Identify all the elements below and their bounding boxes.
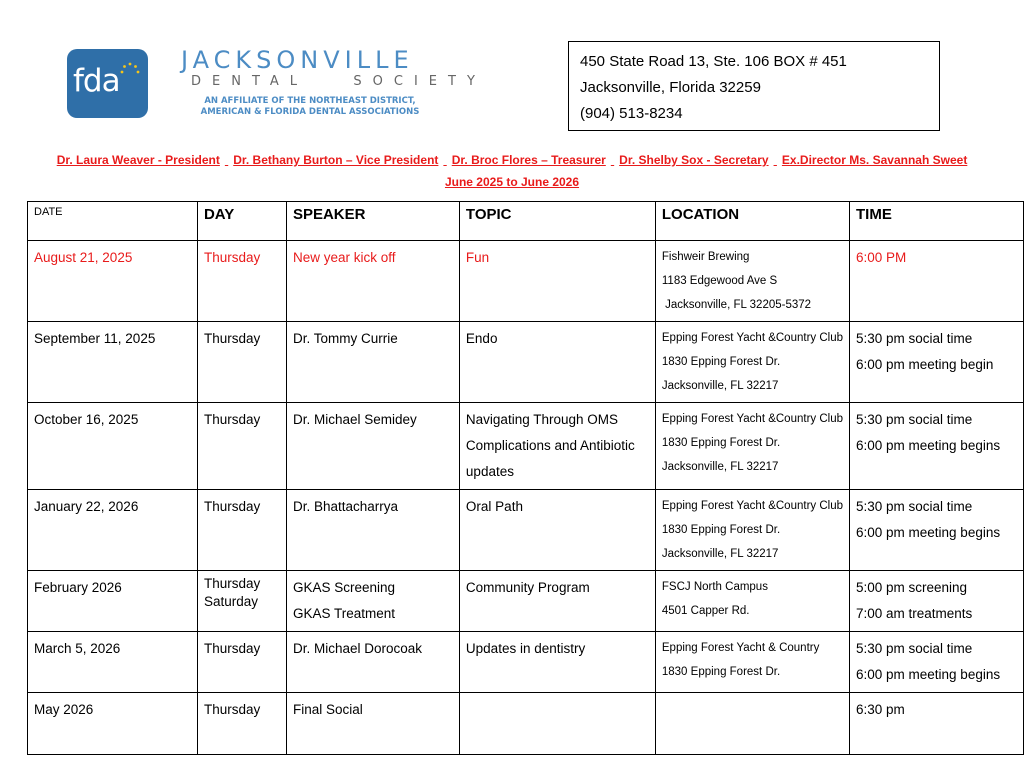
speaker-line: Dr. Michael Semidey xyxy=(292,412,417,427)
logo-mark: fda xyxy=(73,63,120,99)
time-line: 5:30 pm social time xyxy=(856,412,973,427)
location-cell xyxy=(655,490,849,571)
speaker-line: New year kick off xyxy=(292,250,396,265)
topic-line: Endo xyxy=(465,331,498,346)
header-location: LOCATION xyxy=(655,202,849,241)
table-row xyxy=(28,571,1024,632)
org-name: JACKSONVILLE xyxy=(181,46,414,74)
table-row xyxy=(28,403,1024,490)
address-box xyxy=(568,41,940,131)
location-cell xyxy=(655,241,849,322)
day-cell xyxy=(197,693,286,755)
day-line: Thursday xyxy=(203,331,261,346)
officer-secretary: Dr. Shelby Sox - Secretary xyxy=(619,153,769,167)
day-cell xyxy=(197,632,286,693)
term-range: June 2025 to June 2026 xyxy=(444,175,580,189)
location-cell xyxy=(655,322,849,403)
day-cell xyxy=(197,241,286,322)
officers-line xyxy=(0,153,1024,167)
affiliation xyxy=(190,96,430,118)
affiliation-line-2: AMERICAN & FLORIDA DENTAL ASSOCIATIONS xyxy=(200,107,420,117)
date-line: May 2026 xyxy=(34,702,94,717)
time-line: 5:30 pm social time xyxy=(856,641,973,656)
date-line: March 5, 2026 xyxy=(34,641,121,656)
topic-line: Complications and Antibiotic xyxy=(465,438,635,453)
topic-line: Navigating Through OMS xyxy=(465,412,619,427)
location-line: Epping Forest Yacht & Country xyxy=(661,642,820,654)
location-line: 1830 Epping Forest Dr. xyxy=(661,524,781,536)
address-line-2: Jacksonville, Florida 32259 xyxy=(580,79,761,96)
speaker-cell xyxy=(286,322,459,403)
day-line: Thursday xyxy=(203,499,261,514)
table-row xyxy=(28,322,1024,403)
location-line: Epping Forest Yacht &Country Club xyxy=(661,413,843,425)
location-line: Epping Forest Yacht &Country Club xyxy=(661,500,843,512)
time-line: 6:00 pm meeting begins xyxy=(856,438,1001,453)
topic-line: updates xyxy=(465,464,514,479)
date-cell xyxy=(28,322,198,403)
header-day: DAY xyxy=(197,202,286,241)
topic-line: Oral Path xyxy=(465,499,523,514)
time-line: 6:30 pm xyxy=(856,702,905,717)
location-line: Epping Forest Yacht &Country Club xyxy=(661,332,843,344)
speaker-cell xyxy=(286,403,459,490)
topic-cell xyxy=(459,693,655,755)
time-line: 6:00 pm meeting begin xyxy=(856,357,994,372)
speaker-line: GKAS Screening xyxy=(292,580,396,595)
day-line: Thursday xyxy=(203,641,261,656)
date-cell xyxy=(28,693,198,755)
header-row xyxy=(28,202,1024,241)
topic-cell xyxy=(459,241,655,322)
time-cell xyxy=(850,571,1024,632)
speaker-cell xyxy=(286,490,459,571)
affiliation-line-1: AN AFFILIATE OF THE NORTHEAST DISTRICT, xyxy=(204,96,416,106)
time-cell xyxy=(850,632,1024,693)
location-line: 1183 Edgewood Ave S xyxy=(661,275,778,287)
speaker-line: Dr. Bhattacharrya xyxy=(292,499,398,514)
time-line: 6:00 pm meeting begins xyxy=(856,525,1001,540)
speaker-cell xyxy=(286,632,459,693)
time-line: 5:30 pm social time xyxy=(856,499,973,514)
day-cell xyxy=(197,490,286,571)
time-line: 5:00 pm screening xyxy=(856,580,968,595)
speaker-cell xyxy=(286,241,459,322)
location-line: Jacksonville, FL 32205-5372 xyxy=(661,299,812,311)
speaker-cell xyxy=(286,571,459,632)
speaker-line: Final Social xyxy=(292,702,363,717)
speaker-cell xyxy=(286,693,459,755)
topic-cell xyxy=(459,490,655,571)
table-row xyxy=(28,490,1024,571)
time-line: 6:00 PM xyxy=(856,250,907,265)
topic-cell xyxy=(459,632,655,693)
location-cell xyxy=(655,403,849,490)
date-line: September 11, 2025 xyxy=(34,331,156,346)
day-line: Thursday xyxy=(203,250,261,265)
location-cell xyxy=(655,571,849,632)
officer-president: Dr. Laura Weaver - President xyxy=(56,153,220,167)
topic-line: Community Program xyxy=(465,580,590,595)
day-cell xyxy=(197,571,286,632)
officer-executive-director: Ex.Director Ms. Savannah Sweet xyxy=(781,153,968,167)
schedule-table xyxy=(27,201,1024,755)
date-line: February 2026 xyxy=(34,580,122,595)
date-line: January 22, 2026 xyxy=(34,499,139,514)
date-cell xyxy=(28,632,198,693)
org-subtitle: DENTAL SOCIETY xyxy=(191,74,486,89)
address-phone: (904) 513-8234 xyxy=(580,105,683,122)
location-cell xyxy=(655,632,849,693)
date-line: August 21, 2025 xyxy=(34,250,133,265)
location-line: 1830 Epping Forest Dr. xyxy=(661,437,781,449)
table-row xyxy=(28,632,1024,693)
date-cell xyxy=(28,571,198,632)
time-cell xyxy=(850,693,1024,755)
date-cell xyxy=(28,403,198,490)
header-time: TIME xyxy=(850,202,1024,241)
day-line: Thursday xyxy=(203,576,261,591)
location-cell xyxy=(655,693,849,755)
location-line: Jacksonville, FL 32217 xyxy=(661,380,779,392)
location-line: 4501 Capper Rd. xyxy=(661,605,750,617)
header-speaker: SPEAKER xyxy=(286,202,459,241)
fda-logo xyxy=(67,49,148,118)
table-row xyxy=(28,693,1024,755)
time-cell xyxy=(850,490,1024,571)
topic-cell xyxy=(459,322,655,403)
location-line: 1830 Epping Forest Dr. xyxy=(661,666,781,678)
day-line: Thursday xyxy=(203,412,261,427)
time-cell xyxy=(850,322,1024,403)
officer-treasurer: Dr. Broc Flores – Treasurer xyxy=(451,153,606,167)
address-line-1: 450 State Road 13, Ste. 106 BOX # 451 xyxy=(580,53,847,70)
header-topic: TOPIC xyxy=(459,202,655,241)
date-cell xyxy=(28,490,198,571)
time-line: 7:00 am treatments xyxy=(856,606,973,621)
date-line: October 16, 2025 xyxy=(34,412,139,427)
location-line: Jacksonville, FL 32217 xyxy=(661,461,779,473)
time-line: 6:00 pm meeting begins xyxy=(856,667,1001,682)
time-cell xyxy=(850,403,1024,490)
location-line: Jacksonville, FL 32217 xyxy=(661,548,779,560)
speaker-line: Dr. Tommy Currie xyxy=(292,331,398,346)
time-line: 5:30 pm social time xyxy=(856,331,973,346)
date-cell xyxy=(28,241,198,322)
time-cell xyxy=(850,241,1024,322)
speaker-line: GKAS Treatment xyxy=(292,606,395,621)
speaker-line: Dr. Michael Dorocoak xyxy=(292,641,423,656)
table-row xyxy=(28,241,1024,322)
day-cell xyxy=(197,322,286,403)
topic-line: Fun xyxy=(465,250,490,265)
topic-cell xyxy=(459,571,655,632)
header-date: DATE xyxy=(28,202,198,241)
day-line: Thursday xyxy=(203,702,261,717)
location-line: Fishweir Brewing xyxy=(661,251,750,263)
location-line: FSCJ North Campus xyxy=(661,581,768,593)
officer-vice-president: Dr. Bethany Burton – Vice President xyxy=(233,153,439,167)
location-line: 1830 Epping Forest Dr. xyxy=(661,356,781,368)
topic-line: Updates in dentistry xyxy=(465,641,586,656)
topic-cell xyxy=(459,403,655,490)
day-cell xyxy=(197,403,286,490)
sun-icon xyxy=(120,62,140,82)
day-line: Saturday xyxy=(203,594,259,609)
